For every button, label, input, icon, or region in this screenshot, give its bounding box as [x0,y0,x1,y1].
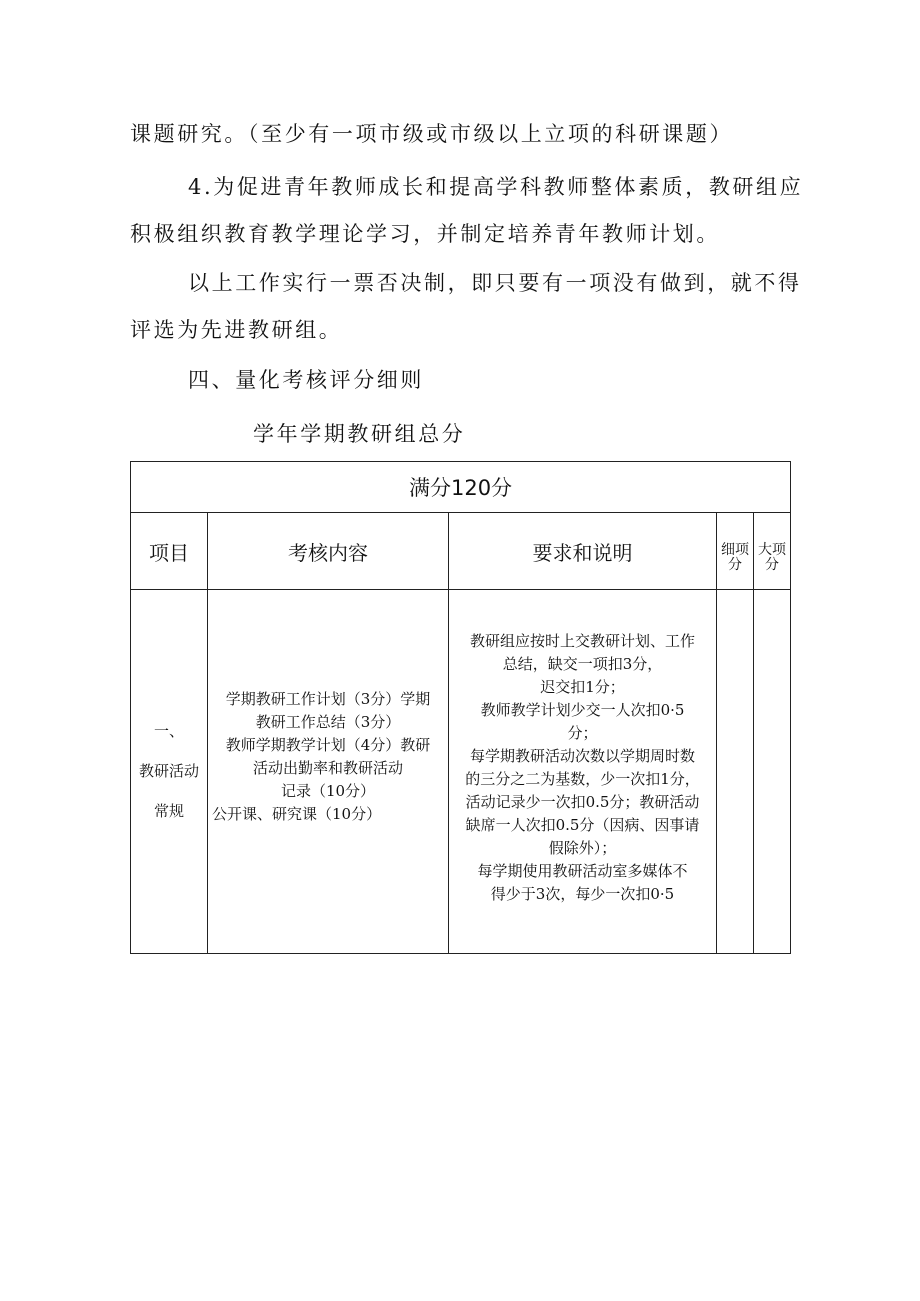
requirement-line: 活动记录少一次扣0.5分；教研活动 [465,793,700,811]
paragraph-line-2: 4.为促进青年教师成长和提高学科教师整体素质，教研组应 [188,175,804,199]
content-line: 教师学期教学计划（4分）教研 [225,735,431,754]
requirement-line: 教研组应按时上交教研计划、工作 [469,632,695,650]
header-requirements: 要求和说明 [449,513,717,590]
requirement-line: 每学期教研活动次数以学期周时数 [469,747,695,765]
paragraph-line-5: 评选为先进教研组。 [130,318,343,342]
content-line: 活动出勤率和教研活动 [252,758,403,777]
full-score-cell: 满分120分 [131,462,791,513]
scoring-table [130,461,791,954]
requirement-line: 分； [567,724,598,742]
item-line: 常规 [153,802,184,820]
paragraph-line-4: 以上工作实行一票否决制，即只要有一项没有做到，就不得 [188,271,802,295]
requirement-line: 的三分之二为基数，少一次扣1分， [465,770,700,788]
requirement-line: 假除外）； [548,839,617,857]
header-sub-score [717,513,754,590]
paragraph-line-3: 积极组织教育教学理论学习，并制定培养青年教师计划。 [130,222,720,246]
major-score-cell [754,590,791,954]
content-cell [208,590,449,954]
requirement-line: 迟交扣1分； [540,678,625,696]
item-line: 一、 [153,722,184,740]
content-line: 公开课、研究课（10分） [212,804,382,823]
header-major-score-text: 大项分 [758,542,787,573]
requirement-line: 缺席一人次扣0.5分（因病、因事请 [465,816,700,834]
requirement-line: 每学期使用教研活动室多媒体不 [477,862,688,880]
requirement-line: 得少于3次，每少一次扣0·5 [490,885,675,903]
requirements-cell [449,590,717,954]
section-heading: 四、量化考核评分细则 [188,368,424,392]
header-content: 考核内容 [208,513,449,590]
requirement-line: 教师教学计划少交一人次扣0·5 [480,701,685,719]
content-line: 学期教研工作计划（3分）学期 [225,689,431,708]
requirement-line: 总结，缺交一项扣3分， [502,655,663,673]
header-sub-score-text: 细项分 [721,542,749,573]
content-line: 教研工作总结（3分） [255,712,401,731]
paragraph-line-1: 课题研究。（至少有一项市级或市级以上立项的科研课题） [130,122,734,146]
sub-score-cell [717,590,754,954]
content-line: 记录（10分） [280,781,376,800]
table-caption: 学年学期教研组总分 [253,422,466,446]
header-major-score [754,513,791,590]
item-cell [131,590,208,954]
header-item: 项目 [131,513,208,590]
item-line: 教研活动 [138,762,199,780]
